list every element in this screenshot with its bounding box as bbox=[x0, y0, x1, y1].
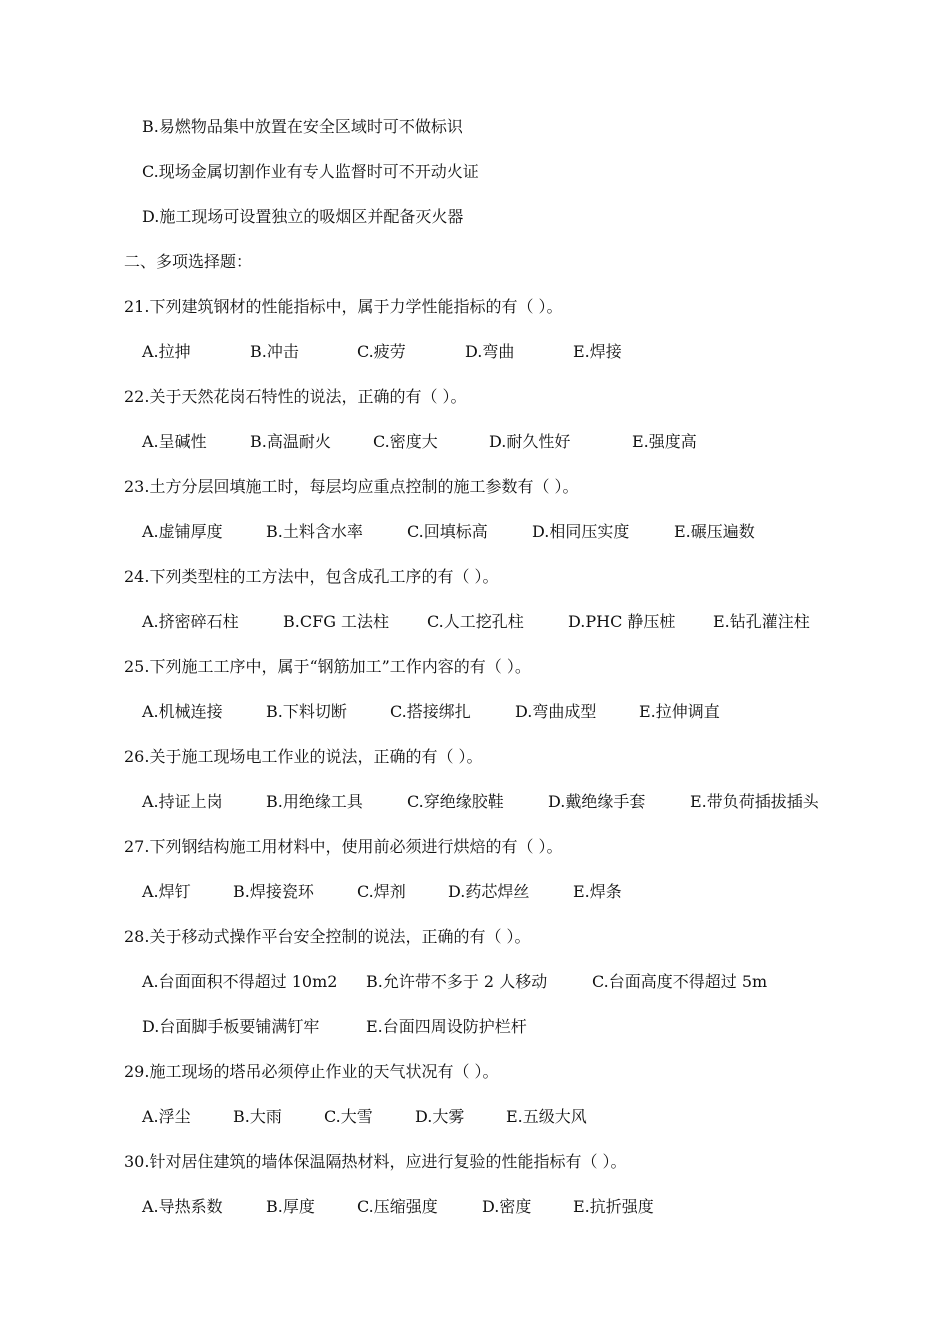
question-21-stem: 21.下列建筑钢材的性能指标中，属于力学性能指标的有（ ）。 bbox=[124, 297, 563, 316]
question-29-option-d: D.大雾 bbox=[415, 1107, 465, 1126]
question-25-stem: 25.下列施工工序中，属于“钢筋加工”工作内容的有（ ）。 bbox=[124, 657, 531, 676]
question-30-option-a: A.导热系数 bbox=[142, 1197, 223, 1216]
question-21-option-e: E.焊接 bbox=[573, 342, 622, 361]
question-26-option-e: E.带负荷插拔插头 bbox=[690, 792, 819, 811]
question-23-option-d: D.相同压实度 bbox=[532, 522, 630, 541]
question-24-option-c: C.人工挖孔柱 bbox=[427, 612, 524, 631]
question-22-option-c: C.密度大 bbox=[373, 432, 438, 451]
question-28-option-d: D.台面脚手板要铺满钉牢 bbox=[142, 1017, 320, 1036]
question-27-option-d: D.药芯焊丝 bbox=[448, 882, 530, 901]
question-24-option-e: E.钻孔灌注柱 bbox=[713, 612, 810, 631]
question-22-stem: 22.关于天然花岗石特性的说法，正确的有（ ）。 bbox=[124, 387, 467, 406]
question-27-option-b: B.焊接瓷环 bbox=[233, 882, 314, 901]
question-25-option-b: B.下料切断 bbox=[266, 702, 347, 721]
question-26-option-d: D.戴绝缘手套 bbox=[548, 792, 646, 811]
question-30-option-c: C.压缩强度 bbox=[357, 1197, 438, 1216]
question-29-stem: 29.施工现场的塔吊必须停止作业的天气状况有（ ）。 bbox=[124, 1062, 499, 1081]
question-24-option-d: D.PHC 静压桩 bbox=[568, 612, 676, 631]
question-27-option-c: C.焊剂 bbox=[357, 882, 406, 901]
question-21-option-d: D.弯曲 bbox=[465, 342, 515, 361]
question-22-option-e: E.强度高 bbox=[632, 432, 697, 451]
question-26-stem: 26.关于施工现场电工作业的说法，正确的有（ ）。 bbox=[124, 747, 483, 766]
question-27-option-a: A.焊钉 bbox=[142, 882, 191, 901]
question-27-option-e: E.焊条 bbox=[573, 882, 622, 901]
question-26-option-c: C.穿绝缘胶鞋 bbox=[407, 792, 504, 811]
question-29-option-e: E.五级大风 bbox=[506, 1107, 587, 1126]
question-23-option-a: A.虚铺厚度 bbox=[142, 522, 223, 541]
question-28-option-b: B.允许带不多于 2 人移动 bbox=[366, 972, 548, 991]
question-30-option-e: E.抗折强度 bbox=[573, 1197, 654, 1216]
question-29-option-a: A.浮尘 bbox=[142, 1107, 191, 1126]
question-23-option-e: E.碾压遍数 bbox=[674, 522, 755, 541]
question-23-option-c: C.回填标高 bbox=[407, 522, 488, 541]
question-28-option-a: A.台面面积不得超过 10m2 bbox=[142, 972, 338, 991]
question-28-option-e: E.台面四周设防护栏杆 bbox=[366, 1017, 527, 1036]
question-22-option-a: A.呈碱性 bbox=[142, 432, 207, 451]
question-25-option-c: C.搭接绑扎 bbox=[390, 702, 471, 721]
question-22-option-d: D.耐久性好 bbox=[489, 432, 571, 451]
section-title: 二、多项选择题： bbox=[124, 252, 253, 271]
prev-option-d: D.施工现场可设置独立的吸烟区并配备灭火器 bbox=[142, 207, 464, 226]
question-24-option-b: B.CFG 工法柱 bbox=[283, 612, 390, 631]
question-30-option-b: B.厚度 bbox=[266, 1197, 315, 1216]
question-28-option-c: C.台面高度不得超过 5m bbox=[592, 972, 768, 991]
prev-option-c: C.现场金属切割作业有专人监督时可不开动火证 bbox=[142, 162, 479, 181]
question-30-option-d: D.密度 bbox=[482, 1197, 532, 1216]
question-25-option-e: E.拉伸调直 bbox=[639, 702, 720, 721]
question-24-option-a: A.挤密碎石柱 bbox=[142, 612, 239, 631]
question-24-stem: 24.下列类型柱的工方法中，包含成孔工序的有（ ）。 bbox=[124, 567, 499, 586]
question-21-option-b: B.冲击 bbox=[250, 342, 299, 361]
question-26-option-b: B.用绝缘工具 bbox=[266, 792, 363, 811]
prev-option-b: B.易燃物品集中放置在安全区域时可不做标识 bbox=[142, 117, 463, 136]
question-26-option-a: A.持证上岗 bbox=[142, 792, 223, 811]
question-21-option-a: A.拉抻 bbox=[142, 342, 191, 361]
question-28-stem: 28.关于移动式操作平台安全控制的说法，正确的有（ ）。 bbox=[124, 927, 531, 946]
question-29-option-c: C.大雪 bbox=[324, 1107, 373, 1126]
question-21-option-c: C.疲劳 bbox=[357, 342, 406, 361]
question-25-option-d: D.弯曲成型 bbox=[515, 702, 597, 721]
question-23-stem: 23.土方分层回填施工时，每层均应重点控制的施工参数有（ ）。 bbox=[124, 477, 579, 496]
question-23-option-b: B.土料含水率 bbox=[266, 522, 363, 541]
question-25-option-a: A.机械连接 bbox=[142, 702, 223, 721]
question-27-stem: 27.下列钢结构施工用材料中，使用前必须进行烘焙的有（ ）。 bbox=[124, 837, 563, 856]
question-29-option-b: B.大雨 bbox=[233, 1107, 282, 1126]
question-22-option-b: B.高温耐火 bbox=[250, 432, 331, 451]
question-30-stem: 30.针对居住建筑的墙体保温隔热材料，应进行复验的性能指标有（ ）。 bbox=[124, 1152, 627, 1171]
